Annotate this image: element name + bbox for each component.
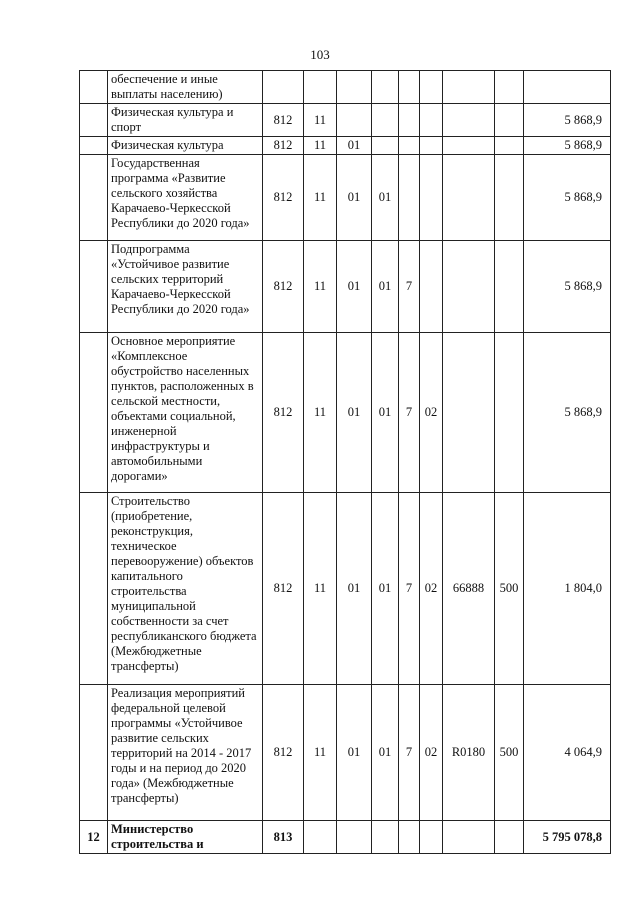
row-expense-type <box>495 821 524 854</box>
row-subprogram-code <box>399 71 420 104</box>
row-section-code: 11 <box>304 241 337 333</box>
row-section-code: 11 <box>304 104 337 137</box>
row-subsection-code: 01 <box>337 685 372 821</box>
row-direction-code <box>443 821 495 854</box>
row-direction-code <box>443 333 495 493</box>
row-activity-code: 02 <box>420 333 443 493</box>
row-expense-type <box>495 155 524 241</box>
row-section-code: 11 <box>304 333 337 493</box>
row-section-code <box>304 71 337 104</box>
row-subprogram-code: 7 <box>399 493 420 685</box>
row-direction-code: 66888 <box>443 493 495 685</box>
row-index <box>80 137 108 155</box>
row-name: Основное мероприятие «Комплексное обустройство населенных пунктов, расположенных в сельской местности, объектами социальной, инженерной инфраструктуры и автомобильными дорогами» <box>108 333 263 493</box>
row-amount: 4 064,9 <box>524 685 611 821</box>
row-activity-code: 02 <box>420 493 443 685</box>
row-name: обеспечение и иные выплаты населению) <box>108 71 263 104</box>
row-name: Подпрограмма «Устойчивое развитие сельских территорий Карачаево-Черкесской Республики до 2020 года» <box>108 241 263 333</box>
row-index <box>80 71 108 104</box>
table-row <box>80 241 611 333</box>
row-direction-code <box>443 137 495 155</box>
row-ministry-code: 812 <box>263 493 304 685</box>
row-ministry-code <box>263 71 304 104</box>
budget-table-body <box>80 71 611 854</box>
row-ministry-code: 812 <box>263 155 304 241</box>
row-activity-code <box>420 241 443 333</box>
page-number: 103 <box>310 47 330 62</box>
row-index <box>80 333 108 493</box>
row-ministry-code: 813 <box>263 821 304 854</box>
row-subprogram-code <box>399 137 420 155</box>
row-amount: 5 795 078,8 <box>524 821 611 854</box>
row-index <box>80 241 108 333</box>
row-program-code: 01 <box>372 155 399 241</box>
row-expense-type <box>495 104 524 137</box>
row-program-code: 01 <box>372 685 399 821</box>
row-program-code: 01 <box>372 333 399 493</box>
row-amount <box>524 71 611 104</box>
row-ministry-code: 812 <box>263 104 304 137</box>
row-section-code <box>304 821 337 854</box>
budget-table <box>79 70 611 854</box>
row-program-code <box>372 821 399 854</box>
row-name: Физическая культура <box>108 137 263 155</box>
table-row <box>80 333 611 493</box>
row-subsection-code <box>337 821 372 854</box>
table-row <box>80 685 611 821</box>
row-name: Физическая культура и спорт <box>108 104 263 137</box>
row-subsection-code: 01 <box>337 241 372 333</box>
row-index <box>80 685 108 821</box>
table-row <box>80 71 611 104</box>
row-name: Реализация мероприятий федеральной целевой программы «Устойчивое развитие сельских территорий на 2014 - 2017 годы и на период до 2020 года» (Межбюджетные трансферты) <box>108 685 263 821</box>
row-ministry-code: 812 <box>263 241 304 333</box>
row-amount: 5 868,9 <box>524 137 611 155</box>
row-subprogram-code: 7 <box>399 333 420 493</box>
row-subprogram-code: 7 <box>399 241 420 333</box>
table-row <box>80 493 611 685</box>
row-amount: 5 868,9 <box>524 104 611 137</box>
row-subprogram-code: 7 <box>399 685 420 821</box>
row-section-code: 11 <box>304 493 337 685</box>
row-subsection-code: 01 <box>337 333 372 493</box>
row-subsection-code: 01 <box>337 155 372 241</box>
row-amount: 1 804,0 <box>524 493 611 685</box>
row-index <box>80 155 108 241</box>
row-program-code: 01 <box>372 493 399 685</box>
table-row <box>80 821 611 854</box>
table-row <box>80 155 611 241</box>
row-activity-code <box>420 821 443 854</box>
row-program-code <box>372 104 399 137</box>
row-subprogram-code <box>399 104 420 137</box>
row-name: Государственная программа «Развитие сельского хозяйства Карачаево-Черкесской Республики до 2020 года» <box>108 155 263 241</box>
row-direction-code <box>443 104 495 137</box>
table-row <box>80 104 611 137</box>
row-activity-code <box>420 155 443 241</box>
row-section-code: 11 <box>304 137 337 155</box>
row-index <box>80 493 108 685</box>
row-name: Министерство строительства и <box>108 821 263 854</box>
row-expense-type: 500 <box>495 685 524 821</box>
row-amount: 5 868,9 <box>524 155 611 241</box>
row-subsection-code: 01 <box>337 137 372 155</box>
row-section-code: 11 <box>304 155 337 241</box>
row-program-code: 01 <box>372 241 399 333</box>
row-activity-code: 02 <box>420 685 443 821</box>
row-activity-code <box>420 137 443 155</box>
row-subprogram-code <box>399 155 420 241</box>
row-subsection-code: 01 <box>337 493 372 685</box>
row-activity-code <box>420 71 443 104</box>
table-row <box>80 137 611 155</box>
row-subprogram-code <box>399 821 420 854</box>
row-direction-code <box>443 241 495 333</box>
row-direction-code: R0180 <box>443 685 495 821</box>
row-ministry-code: 812 <box>263 685 304 821</box>
row-program-code <box>372 137 399 155</box>
row-direction-code <box>443 71 495 104</box>
row-activity-code <box>420 104 443 137</box>
row-subsection-code <box>337 71 372 104</box>
row-index <box>80 104 108 137</box>
row-subsection-code <box>337 104 372 137</box>
row-ministry-code: 812 <box>263 137 304 155</box>
row-expense-type <box>495 137 524 155</box>
row-amount: 5 868,9 <box>524 333 611 493</box>
row-expense-type <box>495 333 524 493</box>
row-expense-type <box>495 71 524 104</box>
row-expense-type <box>495 241 524 333</box>
row-program-code <box>372 71 399 104</box>
row-expense-type: 500 <box>495 493 524 685</box>
row-ministry-code: 812 <box>263 333 304 493</box>
row-section-code: 11 <box>304 685 337 821</box>
row-name: Строительство (приобретение, реконструкция, техническое перевооружение) объектов капитального строительства муниципальной собственности за счет республиканского бюджета (Межбюджетные трансферты) <box>108 493 263 685</box>
row-amount: 5 868,9 <box>524 241 611 333</box>
row-index: 12 <box>80 821 108 854</box>
row-direction-code <box>443 155 495 241</box>
